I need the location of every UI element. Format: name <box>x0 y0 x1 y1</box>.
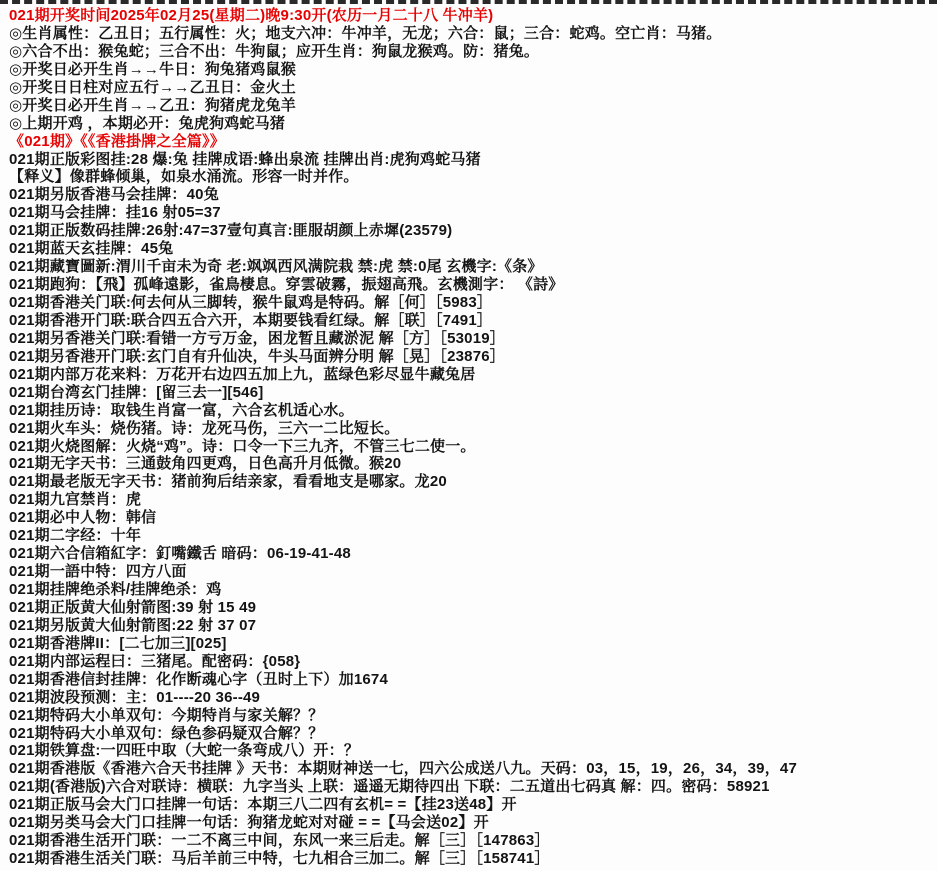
text-line: 021期挂牌绝杀料/挂牌绝杀：鸡 <box>9 581 222 598</box>
text-line: 021期铁算盘:一四旺中取（大蛇一条弯成八）开：？ <box>9 742 360 760</box>
text-line: 021期火车头：烧伤猪。诗：龙死马伤，三六一二比短长。 <box>9 419 400 437</box>
content-lines <box>9 7 933 868</box>
text-line: 【释义】像群蜂倾巢，如泉水涌流。形容一时并作。 <box>9 168 359 186</box>
text-line: ◎开奖日必开生肖→→牛日：狗兔猪鸡鼠猴 <box>9 60 296 78</box>
text-line: 021期另版香港马会挂牌：40兔 <box>9 186 219 204</box>
text-line: 021期最老版无字天书：猪前狗后结亲家，看看地支是哪家。龙20 <box>9 473 447 491</box>
text-line: ◎上期开鸡 ，本期必开：兔虎狗鸡蛇马猪 <box>9 114 286 132</box>
text-line: 021期内部运程曰：三猪尾。配密码：{058} <box>9 652 301 670</box>
text-line: 021期九宫禁肖：虎 <box>9 491 142 509</box>
text-line: 021期无字天书：三通鼓角四更鸡，日色高升月低微。猴20 <box>9 455 402 473</box>
text-line: ◎开奖日必开生肖→→乙丑：狗猪虎龙兔羊 <box>9 96 296 114</box>
text-line: 021期特码大小单双句：绿色参码疑双合解？？ <box>9 724 324 742</box>
text-line: 021期挂历诗：取钱生肖富一富，六合玄机适心水。 <box>9 401 354 419</box>
text-line: 021期另香港开门联:玄门自有升仙决，牛头马面辨分明 解［晃］［23876］ <box>9 347 506 365</box>
text-line: 021期正版彩图挂:28 爆:兔 挂牌成语:蜂出泉流 挂牌出肖:虎狗鸡蛇马猪 <box>9 150 481 168</box>
text-line: 021期特码大小单双句：今期特肖与家关解？？ <box>9 706 324 724</box>
text-line: 021期波段预测：主：01----20 36--49 <box>9 688 261 706</box>
text-line: 《021期》《《香港掛牌之全篇》》 <box>9 132 225 150</box>
text-line: 021期开奖时间2025年02月25(星期二)晚9:30开(农历一月二十八 牛冲羊) <box>9 7 494 24</box>
text-line: ◎六合不出：猴兔蛇；三合不出：牛狗鼠；应开生肖：狗鼠龙猴鸡。防：猪兔。 <box>9 42 540 60</box>
text-line: 021期正版数码挂牌:26射:47=37壹句真言:匪服胡颜上赤墀(23579) <box>9 222 453 240</box>
text-line: 021期台湾玄门挂牌：[留三去一][546] <box>9 383 264 401</box>
text-line: 021期一語中特：四方八面 <box>9 563 187 581</box>
text-line: 021期藏寶圖新:渭川千亩未为奇 老:飒飒西风满院栽 禁:虎 禁:0尾 玄機字:《条》 <box>9 258 543 276</box>
text-line: 021期正版黄大仙射箭图:39 射 15 49 <box>9 598 257 616</box>
text-line: 021期香港信封挂牌：化作断魂心字（丑时上下）加1674 <box>9 670 388 688</box>
text-line: 021期香港关门联:何去何从三脚转，猴牛鼠鸡是特码。解［何］［5983］ <box>9 294 493 311</box>
text-line: 021期六合信箱紅字：釘嘴鐵舌 暗码：06-19-41-48 <box>9 545 351 563</box>
text-line: 021期香港开门联:联合四五合六开，本期要钱看红绿。解［联］［7491］ <box>9 311 493 329</box>
text-line: 021期另版黄大仙射箭图:22 射 37 07 <box>9 616 257 634</box>
text-line: 021期跑狗：【飛】孤峰遠影，雀鳥棲息。穿雲破霧，振翅高飛。玄機測字： 《詩》 <box>9 276 564 294</box>
text-line: 021期火烧图解：火烧“鸡”。诗：口令一下三九齐，不管三七二使一。 <box>9 437 476 455</box>
text-line: 021期内部万花来料：万花开右边四五加上九，蓝绿色彩尽显牛藏兔居 <box>9 365 476 383</box>
text-line: 021期(香港版)六合对联诗：横联：九字当头 上联：遥遥无期待四出 下联：二五道出七码真 解：四。密码：58921 <box>9 778 770 796</box>
text-line: 021期香港版《香港六合天书挂牌 》天书：本期财神送一七，四六公成送八九。天码：03，15，19，26，34，39，47 <box>9 760 797 778</box>
text-line: ◎生肖属性：乙丑日；五行属性：火；地支六冲：牛冲羊，无龙；六合：鼠；三合：蛇鸡。空亡肖：马猪。 <box>9 24 722 42</box>
text-line: 021期正版马会大门口挂牌一句话：本期三八二四有玄机= =【挂23送48】开 <box>9 796 517 814</box>
text-line: 021期另香港关门联:看错一方亏万金，困龙暂且藏淤泥 解［方］［53019］ <box>9 329 506 347</box>
text-line: 021期必中人物：韩信 <box>9 509 157 527</box>
text-line: 021期香港生活开门联：一二不离三中间，东风一来三后走。解［三］［147863］ <box>9 832 550 850</box>
text-line: 021期香港生活关门联：马后羊前三中特，七九相合三加二。解［三］［158741］ <box>9 850 550 868</box>
text-line: ◎开奖日日柱对应五行→→乙丑日：金火土 <box>9 78 296 96</box>
text-line: 021期二字经：十年 <box>9 527 142 545</box>
text-line: 021期马会挂牌：挂16 射05=37 <box>9 204 221 222</box>
text-line: 021期另类马会大门口挂牌一句话：狗猪龙蛇对对碰 = =【马会送02】开 <box>9 814 489 832</box>
text-line: 021期蓝天玄挂牌：45兔 <box>9 240 174 258</box>
text-line: 021期香港牌II：[二七加三][025] <box>9 634 227 652</box>
